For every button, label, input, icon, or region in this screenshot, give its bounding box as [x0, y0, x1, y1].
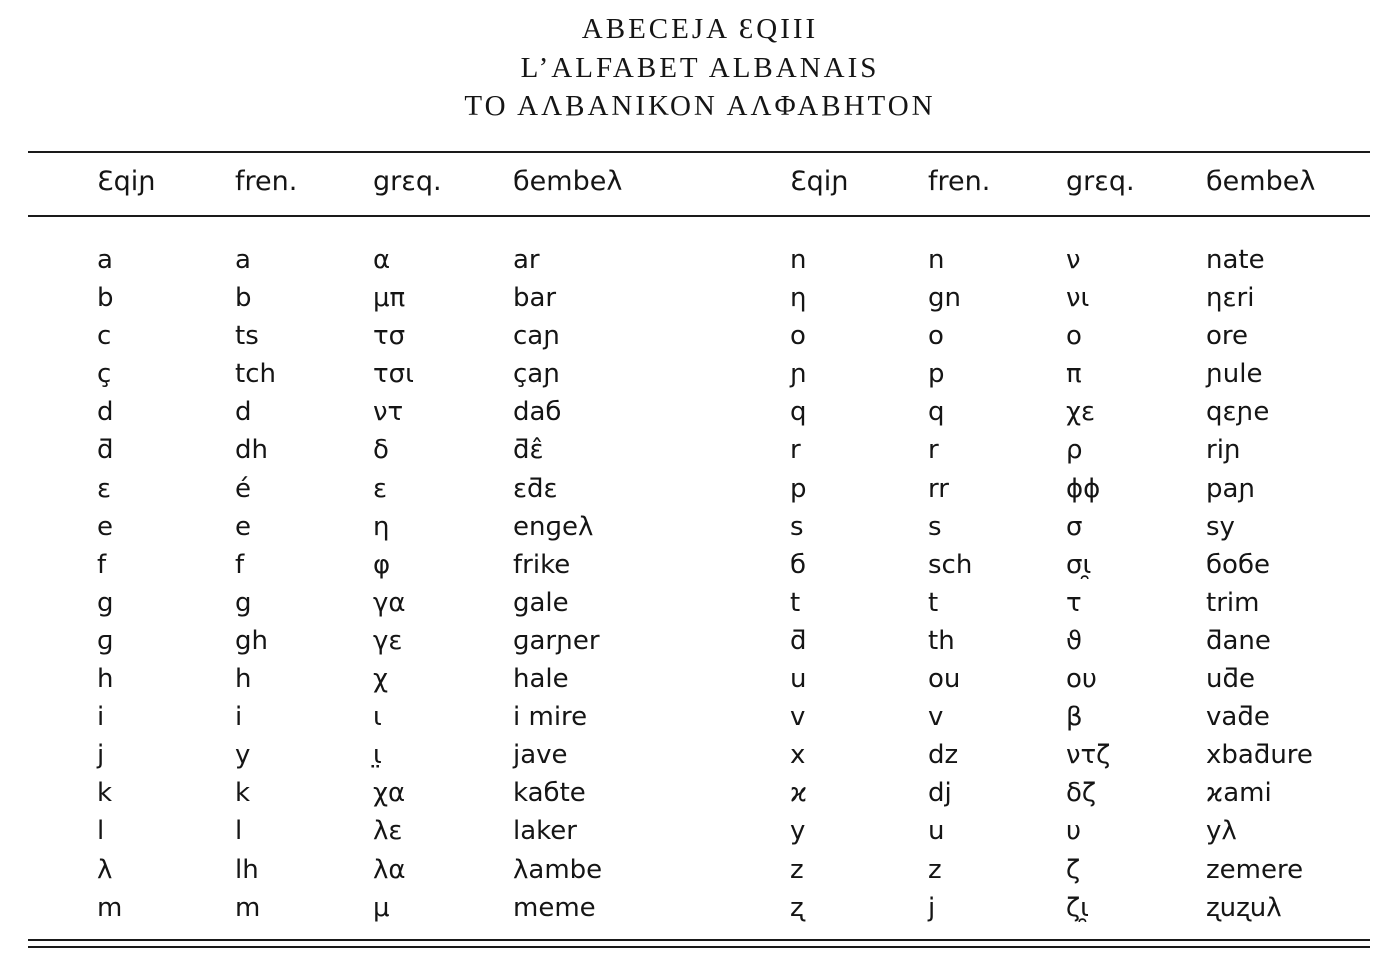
table-cell: τσι: [373, 359, 414, 390]
table-cell: ϕϕ: [1066, 473, 1101, 504]
table-cell: g: [235, 587, 252, 618]
table-row: [0, 889, 1400, 927]
table-cell: paɲ: [1206, 473, 1256, 504]
table-cell: ε: [373, 473, 388, 504]
table-cell: u: [790, 664, 807, 695]
table-cell: ɲule: [1206, 359, 1263, 390]
table-cell: dj: [928, 778, 952, 809]
table-cell: o: [928, 321, 944, 352]
table-cell: lh: [235, 854, 259, 885]
table-cell: tch: [235, 359, 276, 390]
table-row: [0, 851, 1400, 889]
table-cell: σι̯: [1066, 549, 1092, 580]
table-cell: sch: [928, 549, 973, 580]
table-cell: ντζ: [1066, 740, 1111, 771]
table-cell: y: [235, 740, 251, 771]
header-cell: grɛq.: [373, 166, 442, 197]
table-cell: g: [97, 587, 114, 618]
table-cell: y: [790, 816, 806, 847]
table-cell: γα: [373, 587, 406, 618]
table-row: [0, 546, 1400, 584]
table-cell: μ: [373, 892, 390, 923]
table-cell: vaƌe: [1206, 702, 1270, 733]
table-cell: λ: [97, 854, 113, 885]
table-cell: λα: [373, 854, 406, 885]
table-top-rule: [28, 151, 1370, 153]
table-cell: ƌ: [97, 435, 114, 466]
table-cell: ου: [1066, 664, 1097, 695]
table-cell: εƌε: [513, 473, 558, 504]
table-cell: j: [928, 892, 936, 923]
table-cell: n: [928, 245, 945, 275]
table-cell: dh: [235, 435, 268, 466]
table-header-row: [0, 166, 1400, 202]
table-row: [0, 317, 1400, 355]
table-cell: δ: [373, 435, 389, 466]
table-row: [0, 393, 1400, 431]
table-cell: s: [790, 511, 804, 542]
table-cell: jave: [513, 740, 568, 771]
table-cell: f: [235, 549, 245, 580]
table-cell: frike: [513, 549, 571, 580]
table-cell: ο: [1066, 321, 1082, 352]
header-cell: бembeλ: [513, 166, 623, 197]
table-cell: k: [97, 778, 113, 809]
table-cell: φ: [373, 549, 391, 580]
table-body: [0, 241, 1400, 927]
table-cell: ƌε̂: [513, 435, 544, 466]
table-cell: l: [97, 816, 105, 847]
table-cell: gn: [928, 283, 961, 314]
table-row: [0, 812, 1400, 850]
table-cell: m: [235, 892, 261, 923]
table-cell: h: [235, 664, 252, 695]
table-cell: ν: [1066, 245, 1081, 275]
table-cell: t: [790, 587, 801, 618]
table-cell: th: [928, 625, 955, 656]
table-cell: ϰ: [790, 778, 808, 809]
title-block: [0, 10, 1400, 126]
table-cell: ηεri: [1206, 283, 1255, 314]
table-cell: rr: [928, 473, 949, 504]
table-row: [0, 279, 1400, 317]
title-line-1: ABECEJA ƐQIII: [581, 13, 819, 45]
table-cell: p: [928, 359, 945, 390]
table-cell: d: [97, 397, 114, 428]
table-cell: α: [373, 245, 391, 275]
table-cell: b: [235, 283, 252, 314]
table-cell: ƌane: [1206, 625, 1271, 656]
table-cell: ore: [1206, 321, 1249, 352]
table-bottom-rule-1: [28, 939, 1370, 941]
table-cell: ar: [513, 245, 540, 275]
table-cell: a: [97, 245, 113, 275]
table-cell: ɲ: [790, 359, 807, 390]
table-cell: c: [97, 321, 112, 352]
table-cell: u: [928, 816, 945, 847]
table-cell: τ: [1066, 587, 1082, 618]
table-cell: çaɲ: [513, 359, 561, 390]
title-line-2: L’ALFABET ALBANAIS: [520, 51, 880, 84]
table-cell: dz: [928, 740, 959, 771]
table-cell: e: [97, 511, 113, 542]
table-row: [0, 508, 1400, 546]
table-cell: v: [928, 702, 944, 733]
table-cell: meme: [513, 892, 596, 923]
table-cell: laker: [513, 816, 577, 847]
table-cell: ϰami: [1206, 778, 1272, 809]
table-bottom-rule-2: [28, 946, 1370, 948]
table-cell: p: [790, 473, 807, 504]
table-cell: λε: [373, 816, 403, 847]
table-cell: ʐ: [790, 892, 804, 923]
table-cell: x: [790, 740, 806, 771]
header-cell: Ɛqiɲ: [97, 166, 156, 197]
table-cell: o: [790, 321, 806, 352]
table-cell: enɡeλ: [513, 511, 594, 542]
table-cell: qεɲe: [1206, 397, 1270, 428]
table-row: [0, 431, 1400, 469]
table-cell: zemere: [1206, 854, 1304, 885]
table-row: [0, 622, 1400, 660]
table-cell: υ: [1066, 816, 1082, 847]
table-cell: yλ: [1206, 816, 1237, 847]
table-cell: b: [97, 283, 114, 314]
header-cell: бembeλ: [1206, 166, 1316, 197]
table-cell: n: [790, 245, 807, 275]
table-cell: бoбe: [1206, 549, 1270, 580]
table-cell: ι̤: [373, 740, 382, 771]
table-cell: ou: [928, 664, 961, 695]
table-cell: gh: [235, 625, 268, 656]
table-row: [0, 584, 1400, 622]
table-cell: χε: [1066, 397, 1096, 428]
table-cell: ƌ: [790, 625, 807, 656]
table-cell: ɡarɲer: [513, 625, 600, 656]
header-cell: fren.: [928, 166, 991, 197]
table-cell: ε: [97, 473, 112, 504]
table-cell: β: [1066, 702, 1083, 733]
table-cell: ϑ: [1066, 625, 1083, 656]
table-row: [0, 470, 1400, 508]
table-row: [0, 774, 1400, 812]
table-cell: б: [790, 549, 807, 580]
header-bottom-rule: [28, 215, 1370, 217]
table-cell: δζ: [1066, 778, 1097, 809]
table-cell: z: [928, 854, 942, 885]
table-cell: ɡ: [97, 625, 114, 656]
table-cell: bar: [513, 283, 557, 314]
table-cell: hale: [513, 664, 569, 695]
table-cell: d: [235, 397, 252, 428]
table-cell: χ: [373, 664, 389, 695]
table-cell: ʐuʐuλ: [1206, 892, 1282, 923]
table-cell: q: [790, 397, 807, 428]
table-row: [0, 241, 1400, 279]
table-cell: f: [97, 549, 107, 580]
table-cell: trim: [1206, 587, 1260, 618]
table-cell: ι: [373, 702, 382, 733]
table-cell: h: [97, 664, 114, 695]
table-cell: i: [235, 702, 243, 733]
table-cell: ντ: [373, 397, 404, 428]
table-row: [0, 736, 1400, 774]
header-cell: Ɛqiɲ: [790, 166, 849, 197]
header-cell: grɛq.: [1066, 166, 1135, 197]
table-cell: σ: [1066, 511, 1083, 542]
table-cell: v: [790, 702, 806, 733]
table-cell: r: [928, 435, 939, 466]
table-cell: i mire: [513, 702, 588, 733]
table-cell: t: [928, 587, 939, 618]
table-cell: ρ: [1066, 435, 1083, 466]
table-cell: ζ: [1066, 854, 1081, 885]
table-cell: daб: [513, 397, 562, 428]
table-row: [0, 698, 1400, 736]
table-cell: μπ: [373, 283, 406, 314]
table-cell: ζι̯: [1066, 892, 1089, 923]
table-cell: uƌe: [1206, 664, 1255, 695]
table-cell: s: [928, 511, 942, 542]
table-cell: η: [790, 283, 807, 314]
table-cell: r: [790, 435, 801, 466]
table-cell: λambe: [513, 854, 603, 885]
table-cell: a: [235, 245, 251, 275]
table-cell: η: [373, 511, 390, 542]
header-cell: fren.: [235, 166, 298, 197]
table-cell: e: [235, 511, 251, 542]
table-cell: i: [97, 702, 105, 733]
title-line-3: ΤΟ ΑΛΒΑΝΙΚΟΝ ΑΛΦΑΒΗΤΟΝ: [464, 90, 936, 122]
table-cell: j: [97, 740, 105, 771]
table-cell: caɲ: [513, 321, 561, 352]
table-cell: m: [97, 892, 123, 923]
table-cell: k: [235, 778, 251, 809]
table-cell: γε: [373, 625, 403, 656]
table-cell: τσ: [373, 321, 406, 352]
table-cell: ç: [97, 359, 112, 390]
table-cell: riɲ: [1206, 435, 1241, 466]
table-cell: l: [235, 816, 243, 847]
table-cell: é: [235, 473, 251, 504]
table-row: [0, 355, 1400, 393]
table-cell: gale: [513, 587, 569, 618]
table-cell: χα: [373, 778, 406, 809]
table-cell: z: [790, 854, 804, 885]
table-cell: xbaƌure: [1206, 740, 1313, 771]
table-cell: q: [928, 397, 945, 428]
table-cell: ts: [235, 321, 259, 352]
table-cell: νι: [1066, 283, 1090, 314]
table-cell: nate: [1206, 245, 1265, 275]
table-cell: sy: [1206, 511, 1235, 542]
table-cell: kaбte: [513, 778, 586, 809]
table-row: [0, 660, 1400, 698]
table-cell: π: [1066, 359, 1082, 390]
